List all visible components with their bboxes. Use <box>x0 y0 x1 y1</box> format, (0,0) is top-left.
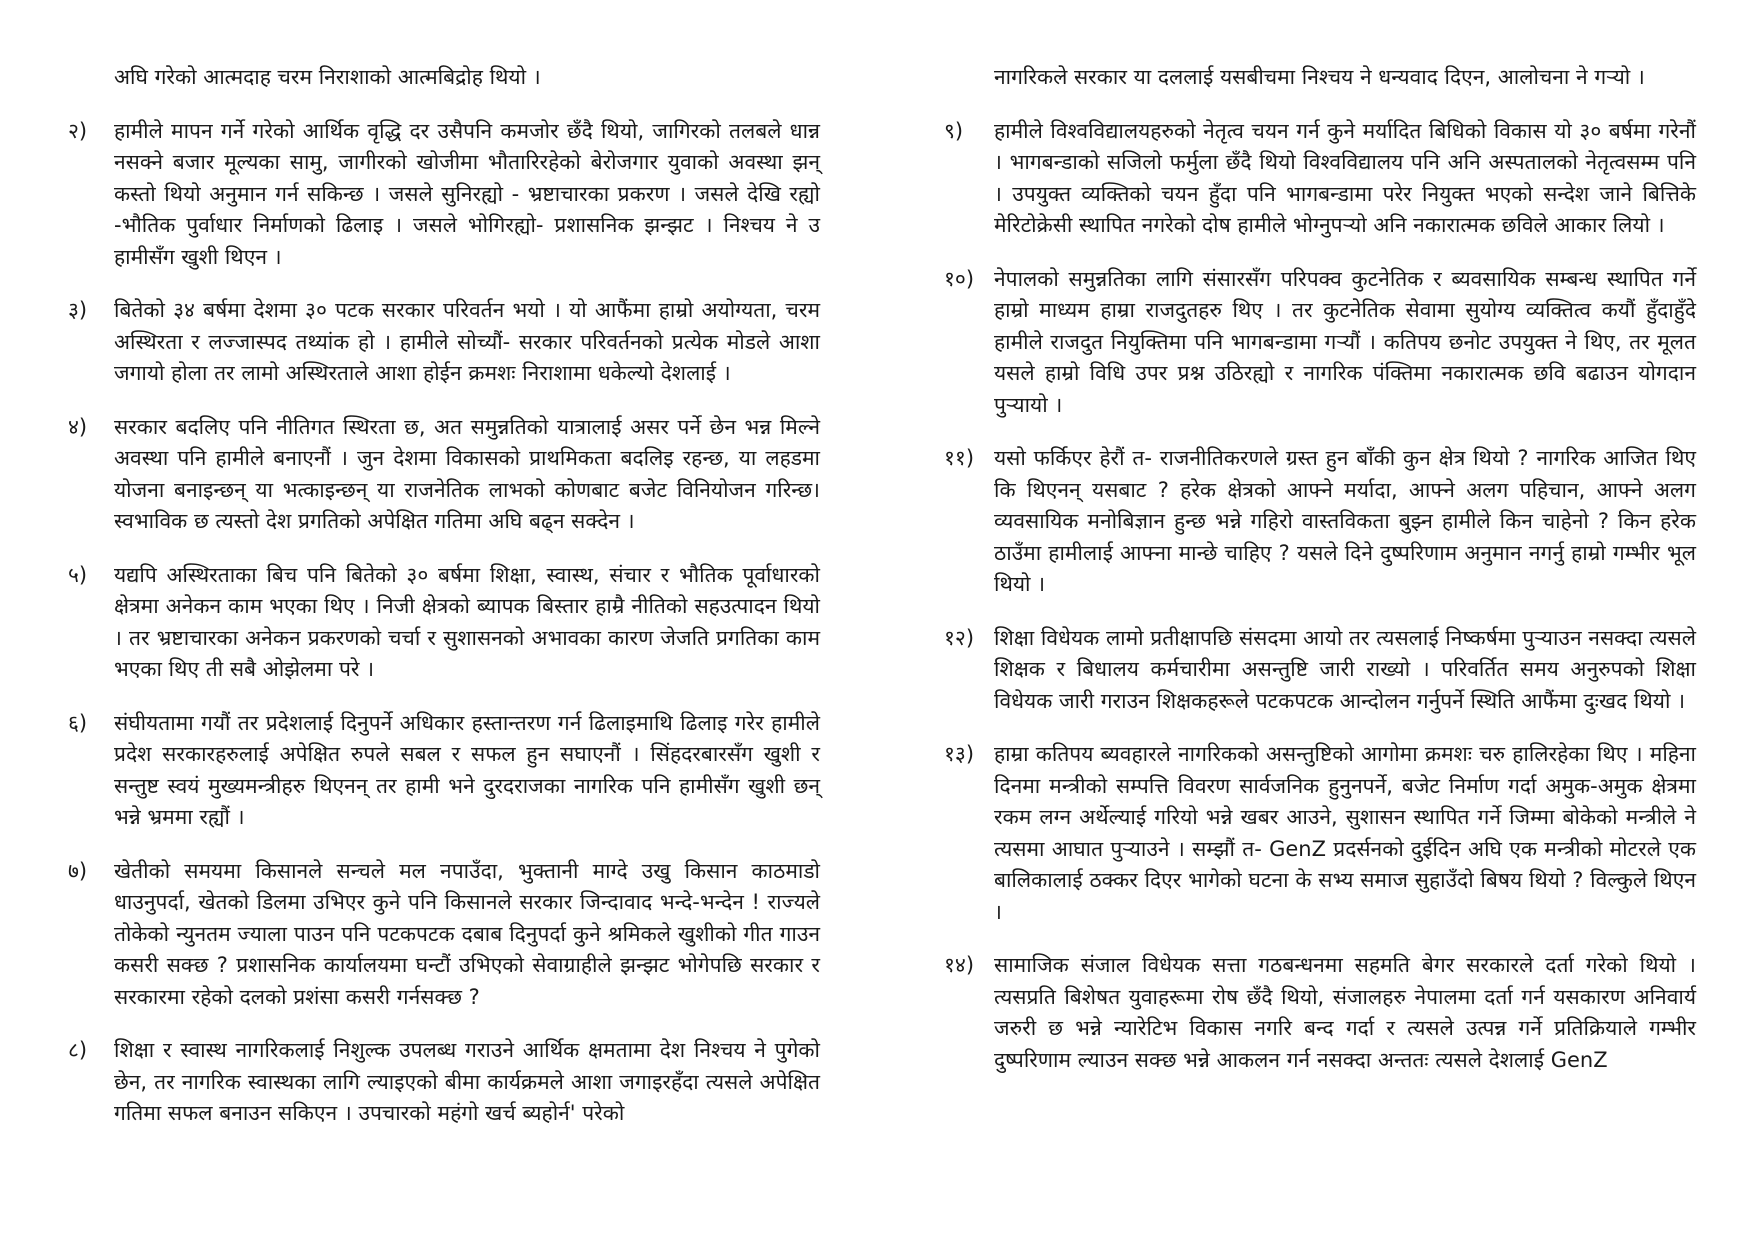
paragraph-text: नेपालको समुन्नतिका लागि संसारसँग परिपक्व कुटनेतिक र ब्यवसायिक सम्बन्ध स्थापित गर्ने हाम्रो माध्यम हाम्रा राजदुतहरु थिए । तर कुटनेतिक सेवामा सुयोग्य व्यक्तित्व कयौं हुँदाहुँदे हामीले राजदुत नियुक्तिमा पनि भागबन्डामा गऱ्यौं । कतिपय छनोट उपयुक्त ने थिए, तर मूलत यसले हाम्रो विधि उपर प्रश्न उठिरह्यो र नागरिक पंक्तिमा नकारात्मक छवि बढाउन योगदान पुऱ्यायो । <box>994 266 1696 417</box>
paragraph-10 <box>944 264 1696 422</box>
paragraph-5 <box>68 560 820 686</box>
paragraph-text: हाम्रा कतिपय ब्यवहारले नागरिकको असन्तुष्टिको आगोमा क्रमशः चरु हालिरहेका थिए । महिना दिनमा मन्त्रीको सम्पत्ति विवरण सार्वजनिक हुनुनपर्ने, बजेट निर्माण गर्दा अमुक-अमुक क्षेत्रमा रकम लग्न अर्थेल्याई गरियो भन्ने खबर आउने, सुशासन स्थापित गर्ने जिम्मा बोकेको मन्त्रीले ने त्यसमा आघात पुऱ्याउने । सम्झौं त- GenZ प्रदर्सनको दुईदिन अघि एक मन्त्रीको मोटरले एक बालिकालाई ठक्कर दिएर भागेको घटना के सभ्य समाज सुहाउँदो बिषय थियो ? विल्कुले थिएन । <box>994 742 1696 924</box>
paragraph-number: १०) <box>944 266 975 291</box>
paragraph-3 <box>68 295 820 390</box>
paragraph-number: ८) <box>68 1038 88 1062</box>
paragraph-13 <box>944 739 1696 928</box>
paragraph-text: यद्यपि अस्थिरताका बिच पनि बितेको ३० बर्षमा शिक्षा, स्वास्थ, संचार र भौतिक पूर्वाधारको क्षेत्रमा अनेकन काम भएका थिए । निजी क्षेत्रको ब्यापक बिस्तार हाम्रै नीतिको सहउत्पादन थियो । तर भ्रष्टाचारका अनेकन प्रकरणको चर्चा र सुशासनको अभावका कारण जेजति प्रगतिका काम भएका थिए ती सबै ओझेलमा परे । <box>114 562 820 681</box>
left-continuation-paragraph <box>68 62 820 94</box>
paragraph-2 <box>68 116 820 274</box>
paragraph-text: सरकार बदलिए पनि नीतिगत स्थिरता छ, अत समुन्नतिको यात्रालाई असर पर्ने छेन भन्न मिल्ने अवस्था पनि हामीले बनाएनौं । जुन देशमा विकासको प्राथमिकता बदलिइ रहन्छ, या लहडमा योजना बनाइन्छन् या भत्काइन्छन् या राजनेतिक लाभको कोणबाट बजेट विनियोजन गरिन्छ। स्वभाविक छ त्यस्तो देश प्रगतिको अपेक्षित गतिमा अघि बढ्न सक्देन । <box>114 414 820 533</box>
paragraph-text: अघि गरेको आत्मदाह चरम निराशाको आत्मबिद्रोह थियो । <box>114 65 541 89</box>
paragraph-number: ११) <box>944 446 975 470</box>
paragraph-text: संघीयतामा गयौं तर प्रदेशलाई दिनुपर्ने अधिकार हस्तान्तरण गर्न ढिलाइमाथि ढिलाइ गरेर हामीले प्रदेश सरकारहरुलाई अपेक्षित रुपले सबल र सफल हुन सघाएनौं । सिंहदरबारसँग खुशी र सन्तुष्ट स्वयं मुख्यमन्त्रीहरु थिएनन् तर हामी भने दुरदराजका नागरिक पनि हामीसँग खुशी छन् भन्ने भ्रममा रह्यौं । <box>114 710 820 829</box>
paragraph-text: हामीले विश्वविद्यालयहरुको नेतृत्व चयन गर्न कुने मर्यादित बिधिको विकास यो ३० बर्षमा गरेनौं । भागबन्डाको सजिलो फर्मुला छँदै थियो विश्वविद्यालय पनि अनि अस्पतालको नेतृत्वसम्म पनि । उपयुक्त व्यक्तिको चयन हुँदा पनि भागबन्डामा परेर नियुक्त भएको सन्देश जाने बित्तिके मेरिटोक्रेसी स्थापित नगरेको दोष हामीले भोग्नुपऱ्यो अनि नकारात्मक छविले आकार लियो । <box>994 118 1696 237</box>
paragraph-9 <box>944 116 1696 242</box>
paragraph-number: ४) <box>68 414 88 439</box>
paragraph-number: २) <box>68 118 88 143</box>
paragraph-number: १३) <box>944 742 975 766</box>
paragraph-number: ६) <box>68 710 88 735</box>
paragraph-number: १२) <box>944 625 975 650</box>
paragraph-text: नागरिकले सरकार या दललाई यसबीचमा निश्चय ने धन्यवाद दिएन, आलोचना ने गऱ्यो । <box>994 65 1645 89</box>
right-column <box>944 62 1696 1098</box>
paragraph-number: ७) <box>68 858 88 883</box>
paragraph-6 <box>68 708 820 834</box>
paragraph-11 <box>944 443 1696 601</box>
paragraph-7 <box>68 856 820 1014</box>
paragraph-4 <box>68 412 820 538</box>
paragraph-text: हामीले मापन गर्ने गरेको आर्थिक वृद्धि दर उसैपनि कमजोर छँदै थियो, जागिरको तलबले धान्न नसक्ने बजार मूल्यका सामु, जागीरको खोजीमा भौतारिरहेको बेरोजगार युवाको अवस्था झन् कस्तो थियो अनुमान गर्न सकिन्छ । जसले सुनिरह्यो - भ्रष्टाचारका प्रकरण । जसले देखि रह्यो -भौतिक पुर्वाधार निर्माणको ढिलाइ । जसले भोगिरह्यो- प्रशासनिक झन्झट । निश्चय ने उ हामीसँग खुशी थिएन । <box>114 118 820 269</box>
paragraph-number: १४) <box>944 953 975 977</box>
paragraph-14 <box>944 950 1696 1076</box>
paragraph-12 <box>944 623 1696 718</box>
paragraph-text: शिक्षा विधेयक लामो प्रतीक्षापछि संसदमा आयो तर त्यसलाई निष्कर्षमा पुऱ्याउन नसक्दा त्यसले शिक्षक र बिधालय कर्मचारीमा असन्तुष्टि जारी राख्यो । परिवर्तित समय अनुरुपको शिक्षा विधेयक जारी गराउन शिक्षकहरूले पटकपटक आन्दोलन गर्नुपर्ने स्थिति आफैंमा दुःखद थियो । <box>994 625 1696 713</box>
paragraph-text: बितेको ३४ बर्षमा देशमा ३० पटक सरकार परिवर्तन भयो । यो आफैंमा हाम्रो अयोग्यता, चरम अस्थिरता र लज्जास्पद तथ्यांक हो । हामीले सोच्यौं- सरकार परिवर्तनको प्रत्येक मोडले आशा जगायो होला तर लामो अस्थिरताले आशा होईन क्रमशः निराशामा धकेल्यो देशलाई । <box>114 298 820 385</box>
left-column <box>68 62 820 1152</box>
paragraph-number: ९) <box>944 118 964 143</box>
paragraph-text: यसो फर्किएर हेरौं त- राजनीतिकरणले ग्रस्त हुन बाँकी कुन क्षेत्र थियो ? नागरिक आजित थिए कि थिएनन् यसबाट ? हरेक क्षेत्रको आफ्ने मर्यादा, आफ्ने अलग पहिचान, आफ्ने अलग व्यवसायिक मनोबिज्ञान हुन्छ भन्ने गहिरो वास्तविकता बुझ्न हामीले किन चाहेनो ? किन हरेक ठाउँमा हामीलाई आफ्ना मान्छे चाहिए ? यसले दिने दुष्परिणाम अनुमान नगर्नु हाम्रो गम्भीर भूल थियो । <box>994 446 1696 596</box>
paragraph-number: ३) <box>68 298 88 322</box>
paragraph-text: शिक्षा र स्वास्थ नागरिकलाई निशुल्क उपलब्ध गराउने आर्थिक क्षमतामा देश निश्चय ने पुगेको छेन, तर नागरिक स्वास्थका लागि ल्याइएको बीमा कार्यक्रमले आशा जगाइरहँदा त्यसले अपेक्षित गतिमा सफल बनाउन सकिएन । उपचारको महंगो खर्च ब्यहोर्न' परेको <box>114 1038 820 1125</box>
paragraph-8 <box>68 1035 820 1130</box>
paragraph-text: खेतीको समयमा किसानले सन्चले मल नपाउँदा, भुक्तानी माग्दे उखु किसान काठमाडो धाउनुपर्दा, खेतको डिलमा उभिएर कुने पनि किसानले सरकार जिन्दावाद भन्दे-भन्देन ! राज्यले तोकेको न्युनतम ज्याला पाउन पनि पटकपटक दबाब दिनुपर्दा कुने श्रमिकले खुशीको गीत गाउन कसरी सक्छ ? प्रशासनिक कार्यालयमा घन्टौं उभिएको सेवाग्राहीले झन्झट भोगेपछि सरकार र सरकारमा रहेको दलको प्रशंसा कसरी गर्नसक्छ ? <box>114 858 820 1009</box>
paragraph-number: ५) <box>68 562 88 587</box>
right-continuation-paragraph <box>944 62 1696 94</box>
paragraph-text: सामाजिक संजाल विधेयक सत्ता गठबन्धनमा सहमति बेगर सरकारले दर्ता गरेको थियो । त्यसप्रति बिशेषत युवाहरूमा रोष छँदै थियो, संजालहरु नेपालमा दर्ता गर्न यसकारण अनिवार्य जरुरी छ भन्ने न्यारेटिभ विकास नगरि बन्द गर्दा र त्यसले उत्पन्न गर्ने प्रतिक्रियाले गम्भीर दुष्परिणाम ल्याउन सक्छ भन्ने आकलन गर्न नसक्दा अन्ततः त्यसले देशलाई GenZ <box>994 953 1697 1072</box>
